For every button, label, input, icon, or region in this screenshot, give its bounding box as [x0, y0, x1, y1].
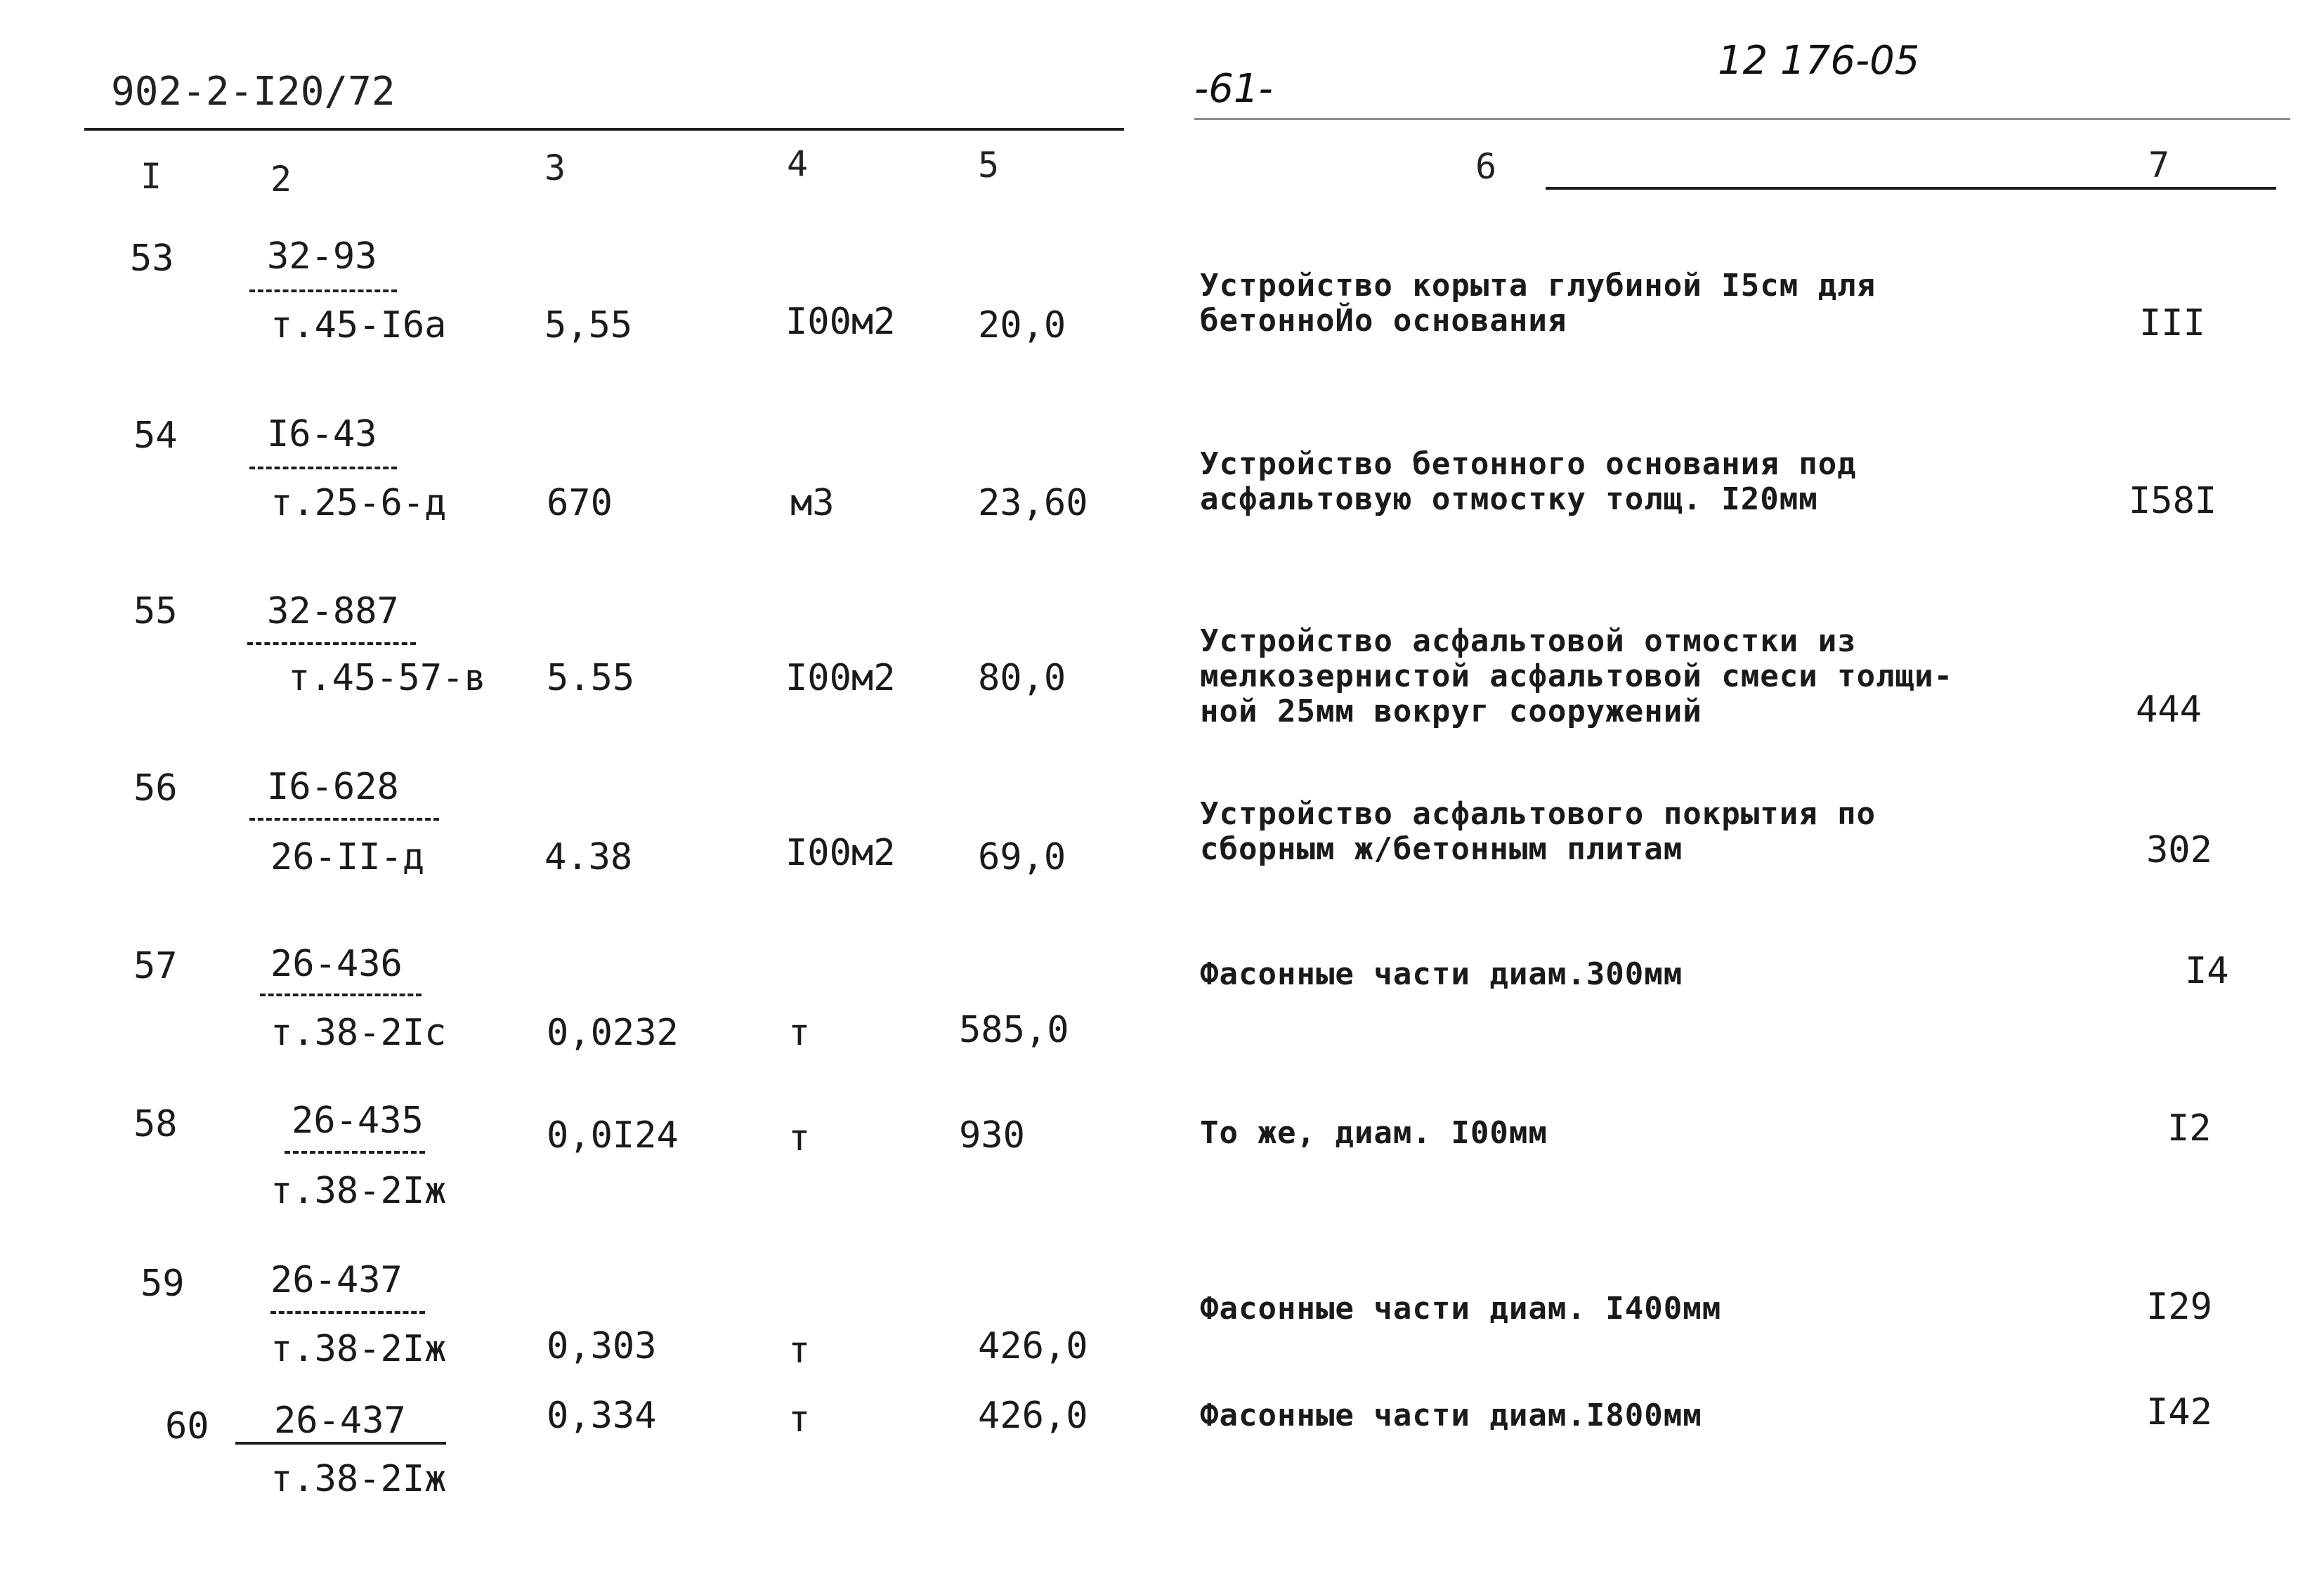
unit-price: 585,0: [959, 1009, 1069, 1051]
total-cost: 444: [2136, 689, 2202, 731]
column-header-3: 3: [544, 148, 566, 188]
description-line: Устройство асфальтового покрытия по: [1200, 796, 1876, 832]
quantity: 0,334: [547, 1395, 657, 1437]
code-divider: [270, 1311, 425, 1314]
quantity: 5,55: [544, 304, 633, 346]
description-line: Фасонные части диам. I400мм: [1200, 1291, 1722, 1327]
quantity: 670: [547, 482, 613, 524]
page-number: -61-: [1194, 66, 1273, 112]
code-bottom: т.45-57-в: [288, 657, 486, 699]
code-divider: [247, 642, 416, 645]
total-cost: I58I: [2129, 480, 2217, 522]
code-top: 26-436: [270, 943, 403, 985]
code-top: 32-93: [267, 235, 377, 278]
quantity: 5.55: [547, 657, 635, 699]
description-line: асфальтовую отмостку толщ. I20мм: [1200, 481, 1818, 517]
row-number: 56: [133, 767, 178, 809]
unit: I00м2: [785, 657, 896, 699]
unit: т: [788, 1117, 811, 1159]
unit-price: 20,0: [978, 304, 1066, 346]
row-number: 53: [130, 237, 174, 280]
code-divider: [260, 994, 422, 996]
column-header-1: I: [141, 156, 162, 197]
code-bottom: т.38-2Iс: [270, 1012, 447, 1054]
document-code: 902-2-I20/72: [111, 69, 396, 115]
code-divider: [235, 1442, 446, 1445]
stamp-number: 12 176-05: [1718, 38, 1920, 84]
col6-rule: [1546, 187, 2276, 190]
column-header-4: 4: [787, 143, 809, 184]
column-header-2: 2: [270, 159, 292, 200]
code-top: 26-437: [270, 1259, 403, 1301]
code-bottom: т.38-2Iж: [270, 1328, 447, 1370]
row-number: 54: [133, 415, 178, 457]
code-bottom: т.38-2Iж: [270, 1170, 447, 1212]
unit: I00м2: [785, 301, 896, 343]
unit-price: 930: [959, 1114, 1025, 1157]
column-header-7: 7: [2148, 145, 2170, 185]
column-header-6: 6: [1475, 146, 1497, 187]
unit-price: 426,0: [978, 1325, 1088, 1367]
code-bottom: т.25-6-д: [270, 482, 447, 524]
total-cost: 302: [2146, 829, 2212, 871]
description-line: ной 25мм вокруг сооружений: [1200, 693, 1702, 729]
code-top: 32-887: [267, 590, 399, 632]
code-top: 26-435: [292, 1100, 424, 1142]
column-header-5: 5: [978, 145, 1000, 185]
description-line: бетонноЙо основания: [1200, 303, 1567, 339]
description-line: Устройство корыта глубиной I5см для: [1200, 268, 1876, 304]
description-line: сборным ж/бетонным плитам: [1200, 831, 1683, 867]
unit: м3: [790, 482, 835, 524]
code-bottom: т.45-I6а: [270, 304, 447, 346]
code-divider: [249, 467, 397, 469]
unit: т: [788, 1329, 811, 1372]
row-number: 60: [165, 1405, 209, 1447]
total-cost: I29: [2146, 1286, 2212, 1328]
quantity: 0,0232: [547, 1012, 679, 1054]
unit-price: 69,0: [978, 836, 1066, 878]
total-cost: I2: [2167, 1107, 2212, 1150]
description-line: Фасонные части диам.300мм: [1200, 956, 1683, 992]
header-rule-right: [1194, 118, 2290, 120]
total-cost: I4: [2185, 950, 2229, 992]
unit: I00м2: [785, 832, 896, 874]
code-divider: [249, 289, 397, 292]
code-bottom: 26-II-д: [270, 836, 425, 878]
row-number: 59: [141, 1263, 185, 1305]
row-number: 57: [133, 945, 178, 987]
description-line: мелкозернистой асфальтовой смеси толщи-: [1200, 658, 1954, 694]
total-cost: III: [2139, 302, 2205, 344]
description-line: Устройство асфальтовой отмостки из: [1200, 623, 1857, 659]
total-cost: I42: [2146, 1391, 2212, 1433]
unit-price: 23,60: [978, 482, 1088, 524]
header-rule-left: [84, 128, 1124, 131]
code-top: I6-43: [267, 413, 377, 455]
description-line: Фасонные части диам.I800мм: [1200, 1398, 1702, 1433]
quantity: 0,303: [547, 1325, 657, 1367]
description-line: То же, диам. I00мм: [1200, 1115, 1548, 1151]
quantity: 4.38: [544, 836, 633, 878]
unit: т: [788, 1012, 811, 1054]
unit: т: [788, 1398, 811, 1440]
code-bottom: т.38-2Iж: [270, 1458, 447, 1500]
unit-price: 426,0: [978, 1395, 1088, 1437]
description-line: Устройство бетонного основания под: [1200, 446, 1857, 482]
code-top: 26-437: [274, 1400, 406, 1442]
row-number: 55: [133, 590, 178, 632]
row-number: 58: [133, 1103, 178, 1145]
quantity: 0,0I24: [547, 1114, 679, 1157]
code-divider: [249, 818, 439, 821]
code-top: I6-628: [267, 766, 399, 808]
code-divider: [285, 1151, 425, 1154]
unit-price: 80,0: [978, 657, 1066, 699]
